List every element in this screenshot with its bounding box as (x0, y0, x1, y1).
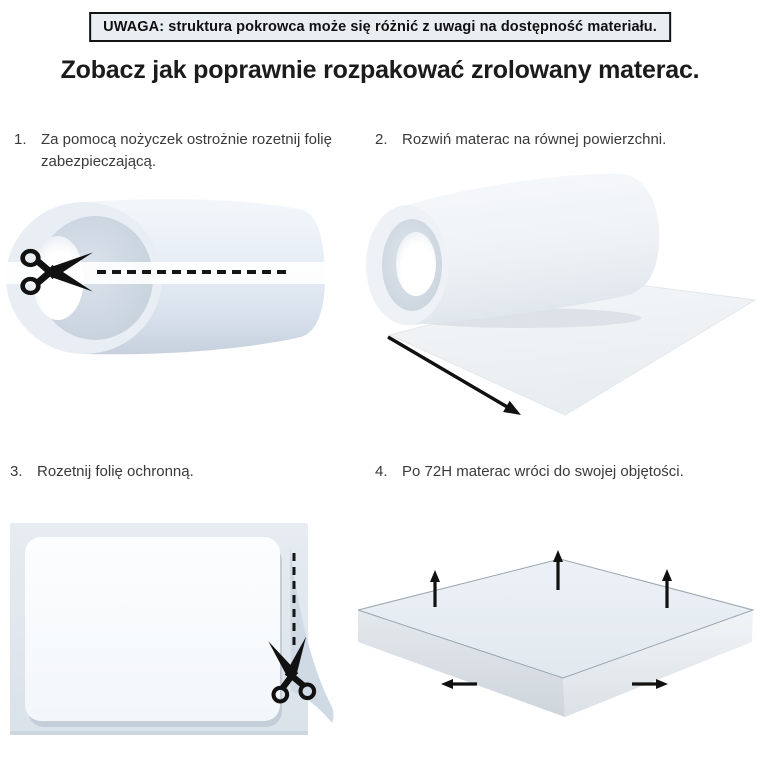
step-1-text: Za pomocą nożyczek ostrożnie rozetnij folię zabezpieczającą. (41, 131, 332, 170)
step-2-label (375, 129, 753, 151)
step-2-number: 2. (375, 131, 388, 148)
page-title: Zobacz jak poprawnie rozpakować zrolowany materac. (60, 56, 700, 84)
step-4-number: 4. (375, 463, 388, 480)
step-3-label (10, 461, 345, 483)
step-3-text: Rozetnij folię ochronną. (37, 463, 194, 480)
step-4-text: Po 72H materac wróci do swojej objętości. (402, 463, 684, 480)
step-1-label (14, 129, 334, 173)
notice-banner (89, 12, 671, 42)
flat-mattress-foil-illustration (6, 517, 340, 749)
unrolling-mattress-illustration (363, 167, 757, 433)
mattress-slab (358, 559, 753, 717)
step-1-number: 1. (14, 131, 27, 148)
step-4-label (375, 461, 757, 483)
step-3-number: 3. (10, 463, 23, 480)
mattress (25, 537, 282, 727)
step-2-text: Rozwiń materac na równej powierzchni. (402, 131, 667, 148)
rolled-mattress-illustration (5, 190, 330, 362)
expanding-mattress-illustration (358, 544, 758, 760)
notice-banner-text: UWAGA: struktura pokrowca może się różnić z uwagi na dostępność materiału. (103, 19, 657, 35)
